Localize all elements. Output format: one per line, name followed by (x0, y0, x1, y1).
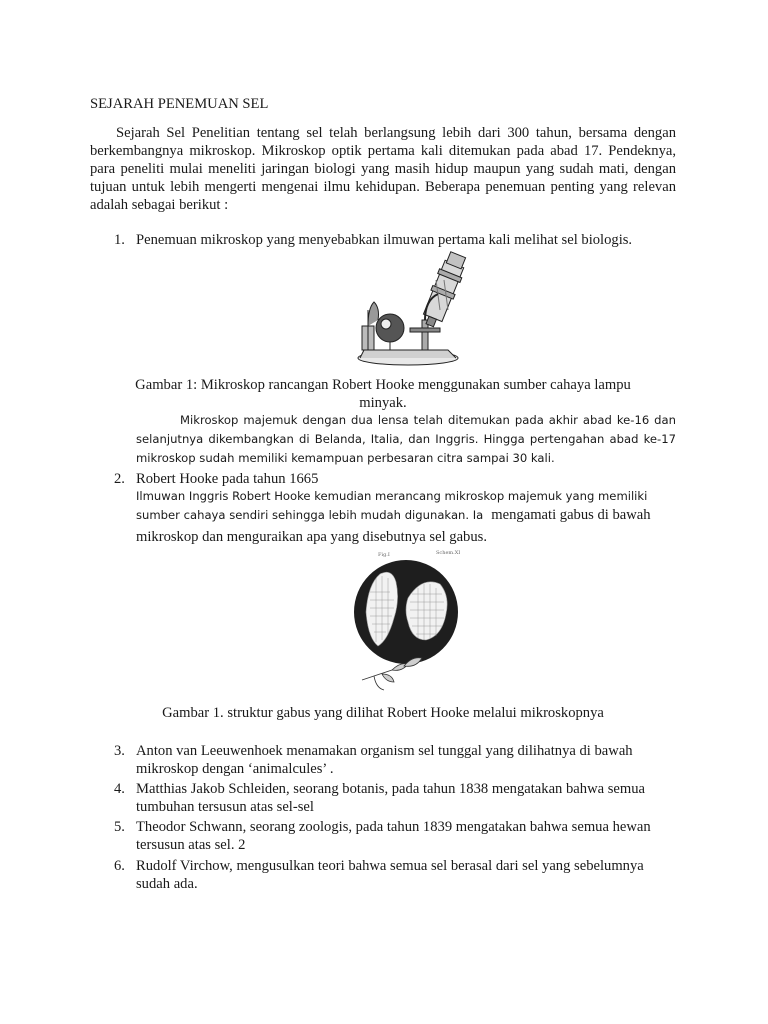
intro-paragraph: Sejarah Sel Penelitian tentang sel telah berlangsung lebih dari 300 tahun, bersama dengan berkembangnya mikroskop. Mikroskop optik pertama kali ditemukan pada abad 17. Pendeknya, para peneliti mulai meneliti jaringan biologi yang masih hidup maupun yang sudah mati, dengan tujuan untuk lebih mengerti mengenai ilmu kehidupan. Beberapa penemuan penting yang relevan adalah sebagai berikut : (90, 125, 676, 213)
list-item-6-line-1: Rudolf Virchow, mengusulkan teori bahwa semua sel berasal dari sel yang sebelumnya (136, 858, 644, 874)
figure-1-caption-line-1: Gambar 1: Mikroskop rancangan Robert Hooke menggunakan sumber cahaya lampu (135, 377, 631, 393)
hooke-paragraph-serif-2: mikroskop dan menguraikan apa yang disebutnya sel gabus. (136, 529, 487, 545)
svg-text:Fig.I: Fig.I (378, 552, 390, 558)
list-item-3-line-2: mikroskop dengan ‘animalcules’ . (136, 761, 334, 777)
list-number-5: 5. (114, 819, 125, 835)
list-item-4-line-2: tumbuhan tersusun atas sel-sel (136, 799, 314, 815)
list-number-6: 6. (114, 858, 125, 874)
list-item-6-line-2: sudah ada. (136, 876, 198, 892)
hooke-paragraph-sans: Ilmuwan Inggris Robert Hooke kemudian merancang mikroskop majemuk yang memiliki sumber cahaya sendiri sehingga lebih mudah digunakan. Ia (136, 489, 648, 522)
list-item-4-line-1: Matthias Jakob Schleiden, seorang botanis, pada tahun 1838 mengatakan bahwa semua (136, 781, 646, 797)
hooke-paragraph-serif-1: mengamati gabus di bawah (491, 507, 651, 523)
hooke-paragraph (136, 487, 676, 525)
document-title: SEJARAH PENEMUAN SEL (90, 96, 269, 112)
figure-2-caption: Gambar 1. struktur gabus yang dilihat Robert Hooke melalui mikroskopnya (162, 705, 604, 721)
hooke-microscope-image (348, 250, 472, 372)
list-item-3-line-1: Anton van Leeuwenhoek menamakan organism sel tunggal yang dilihatnya di bawah (136, 743, 633, 759)
microscope-paragraph: Mikroskop majemuk dengan dua lensa telah ditemukan pada akhir abad ke-16 dan selanjutnya dikembangkan di Belanda, Italia, dan Inggris. Hingga pertengahan abad ke-17 mikroskop sudah memiliki kemampuan perbesaran citra sampai 30 kali. (136, 413, 676, 465)
list-item-5-line-2: tersusun atas sel. 2 (136, 837, 246, 853)
list-item-2: Robert Hooke pada tahun 1665 (136, 471, 319, 487)
svg-text:Schem.XI: Schem.XI (436, 550, 460, 556)
figure-1-caption-line-2: minyak. (359, 395, 407, 411)
list-number-2: 2. (114, 471, 125, 487)
cork-cells-image (352, 548, 460, 696)
list-number-1: 1. (114, 232, 125, 248)
list-number-4: 4. (114, 781, 125, 797)
list-item-1: Penemuan mikroskop yang menyebabkan ilmuwan pertama kali melihat sel biologis. (136, 232, 633, 248)
list-number-3: 3. (114, 743, 125, 759)
list-item-5-line-1: Theodor Schwann, seorang zoologis, pada tahun 1839 mengatakan bahwa semua hewan (136, 819, 651, 835)
